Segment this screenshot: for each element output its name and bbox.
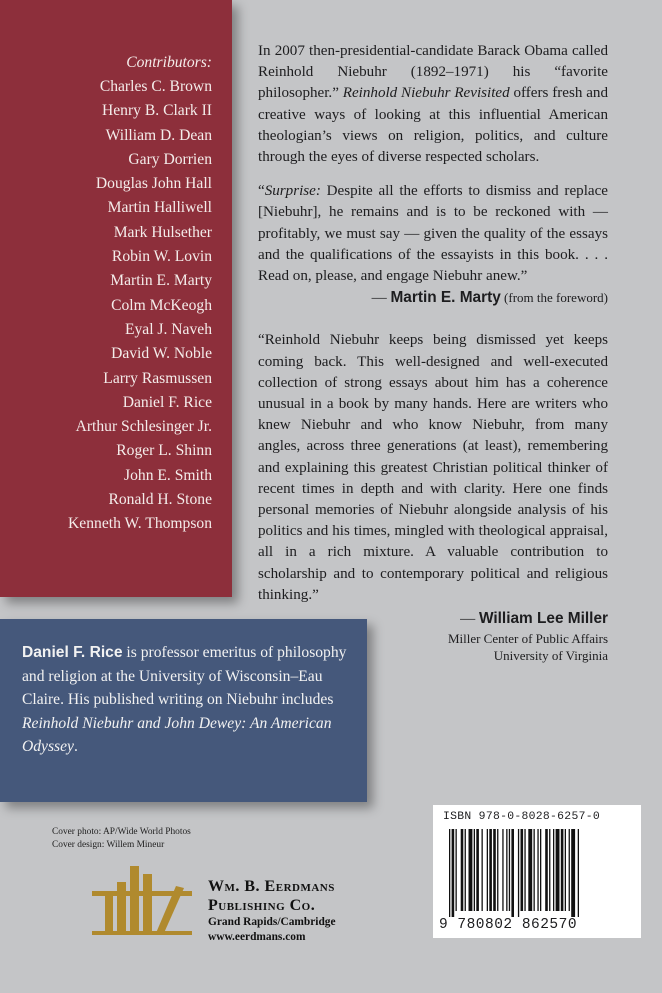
contributor-name: Henry B. Clark II bbox=[102, 102, 212, 120]
author-name: Daniel F. Rice bbox=[22, 644, 123, 661]
barcode-box bbox=[433, 805, 641, 938]
attribution-author: William Lee Miller bbox=[478, 610, 608, 628]
book-description bbox=[258, 41, 608, 168]
attribution-author: Martin E. Marty bbox=[390, 289, 501, 307]
description-text-1: In 2007 then-presidential-candidate Barack Obama called Reinhold Niebuhr (1892–1971) his “favorite philosopher.” bbox=[258, 43, 608, 102]
barcode-bar bbox=[497, 829, 498, 911]
barcode-bar bbox=[571, 829, 575, 917]
contributors-panel bbox=[0, 0, 232, 597]
barcode-bar bbox=[549, 829, 550, 911]
barcode-bar bbox=[487, 829, 488, 911]
barcode-bar bbox=[476, 829, 479, 911]
attribution-dash: — bbox=[460, 611, 479, 628]
contributor-name: Ronald H. Stone bbox=[108, 491, 212, 509]
contributor-name: Gary Dorrien bbox=[128, 150, 212, 168]
barcode-bar bbox=[537, 829, 538, 911]
bio-text: is professor emeritus of philosophy and religion at the University of Wisconsin–Eau Claire. His published writing on Niebuhr includes bbox=[22, 644, 347, 708]
description-column bbox=[258, 41, 608, 664]
barcode-bar bbox=[578, 829, 579, 917]
barcode-number: 9 780802 862570 bbox=[439, 917, 578, 933]
contributor-name: Charles C. Brown bbox=[99, 78, 212, 95]
barcode-bar bbox=[482, 829, 483, 911]
logo-book-1 bbox=[105, 895, 113, 933]
contributor-name: Roger L. Shinn bbox=[116, 442, 212, 460]
contributor-name: Douglas John Hall bbox=[95, 175, 212, 193]
barcode-bar bbox=[524, 829, 525, 911]
cover-design-credit: Cover design: Willem Mineur bbox=[52, 840, 165, 850]
description-text-2: offers fresh and creative ways of looking at this influential American theologian’s views on religion, politics, and culture through the eyes of diverse respected scholars. bbox=[258, 85, 608, 166]
barcode-bar bbox=[489, 829, 492, 911]
author-bio-panel bbox=[0, 619, 367, 802]
contributor-name: Kenneth W. Thompson bbox=[68, 515, 212, 533]
cover-credits bbox=[52, 826, 191, 852]
logo-shelf-bottom bbox=[92, 931, 192, 935]
marty-attribution bbox=[258, 287, 608, 309]
contributor-name: John E. Smith bbox=[124, 466, 212, 484]
logo-book-2 bbox=[117, 882, 126, 933]
isbn-label: ISBN 978-0-8028-6257-0 bbox=[443, 811, 600, 823]
contributor-name: Daniel F. Rice bbox=[122, 393, 212, 411]
barcode-bar bbox=[465, 829, 466, 911]
publisher-block bbox=[208, 877, 336, 944]
barcode-bar bbox=[469, 829, 473, 911]
barcode-bar bbox=[502, 829, 503, 911]
barcode-bar bbox=[456, 829, 457, 911]
barcode-bar bbox=[506, 829, 507, 911]
contributor-name: Larry Rasmussen bbox=[103, 369, 212, 387]
contributor-name: Arthur Schlesinger Jr. bbox=[75, 418, 212, 436]
publisher-city: Grand Rapids/Cambridge bbox=[208, 916, 336, 928]
barcode-bar bbox=[545, 829, 548, 911]
barcode-bar bbox=[561, 829, 564, 911]
miller-quote: “Reinhold Niebuhr keeps being dismissed yet keeps coming back. This well-designed and well-executed collection of strong essays about him has a coherence unusual in a book by many hands. Here are writers who knew Niebuhr and who know Niebuhr, from many angles, across three generations (at least), remembering and explaining this greatest Christian political thinker of recent times in depth and with clarity. Here one finds personal memories of Niebuhr alongside analysis of his politics and his times, mingled with theological appraisal, all in a rich mixture. A valuable contribution to scholarship and to contemporary political and religious thinking.” bbox=[258, 332, 608, 603]
quote-open-mark: “ bbox=[258, 183, 265, 200]
barcode-bar bbox=[521, 829, 524, 911]
book-title-italic: Reinhold Niebuhr Revisited bbox=[342, 85, 510, 102]
barcode-icon bbox=[449, 829, 629, 921]
contributor-name: Martin E. Marty bbox=[110, 272, 212, 290]
miller-affiliation-2: University of Virginia bbox=[493, 648, 608, 664]
barcode-bar bbox=[452, 829, 455, 917]
barcode-bar bbox=[518, 829, 519, 917]
barcode-bar bbox=[553, 829, 554, 911]
logo-book-4 bbox=[143, 874, 152, 933]
barcode-bar bbox=[534, 829, 535, 911]
barcode-bar bbox=[511, 829, 514, 917]
bio-end: . bbox=[73, 738, 78, 755]
barcode-bar bbox=[540, 829, 541, 911]
publisher-name-1: Wm. B. Eerdmans bbox=[208, 878, 335, 895]
publisher-name-2: Publishing Co. bbox=[208, 897, 316, 914]
contributor-name: Eyal J. Naveh bbox=[124, 320, 212, 338]
author-bio bbox=[22, 641, 352, 759]
contributor-name: William D. Dean bbox=[105, 126, 212, 144]
bio-book-title: Reinhold Niebuhr and John Dewey: An American Odyssey bbox=[22, 714, 332, 755]
eerdmans-books-logo-icon bbox=[92, 862, 197, 937]
contributors-list bbox=[0, 75, 212, 537]
barcode-bar bbox=[556, 829, 560, 911]
attribution-note: (from the foreword) bbox=[500, 290, 608, 306]
contributors-heading: Contributors: bbox=[126, 54, 212, 71]
barcode-bar bbox=[474, 829, 475, 911]
cover-photo-credit: Cover photo: AP/Wide World Photos bbox=[52, 827, 191, 837]
contributor-name: David W. Noble bbox=[111, 345, 212, 363]
barcode-bar bbox=[528, 829, 532, 911]
barcode-bar bbox=[569, 829, 570, 911]
barcode-bar bbox=[493, 829, 496, 911]
quote-lead-word: Surprise: bbox=[264, 183, 321, 200]
attribution-dash: — bbox=[371, 290, 391, 307]
publisher-url: www.eerdmans.com bbox=[208, 931, 306, 943]
miller-affiliation-1: Miller Center of Public Affairs bbox=[447, 631, 608, 647]
barcode-bar bbox=[509, 829, 510, 911]
barcode-bar bbox=[449, 829, 450, 917]
barcode-bar bbox=[461, 829, 464, 911]
contributor-name: Mark Hulsether bbox=[113, 223, 212, 241]
marty-quote bbox=[258, 181, 608, 287]
contributor-name: Robin W. Lovin bbox=[111, 248, 212, 266]
contributor-name: Martin Halliwell bbox=[107, 199, 212, 217]
barcode-bar bbox=[565, 829, 566, 911]
logo-book-3 bbox=[130, 866, 139, 933]
quote-text: Despite all the efforts to dismiss and replace [Niebuhr], he remains and is to be reckoned with — profitably, we must say — given the quality of the essays and the qualifications of the essayists in this book. . . . Read on, please, and engage Niebuhr anew.” bbox=[258, 183, 608, 285]
contributor-name: Colm McKeogh bbox=[111, 296, 212, 314]
